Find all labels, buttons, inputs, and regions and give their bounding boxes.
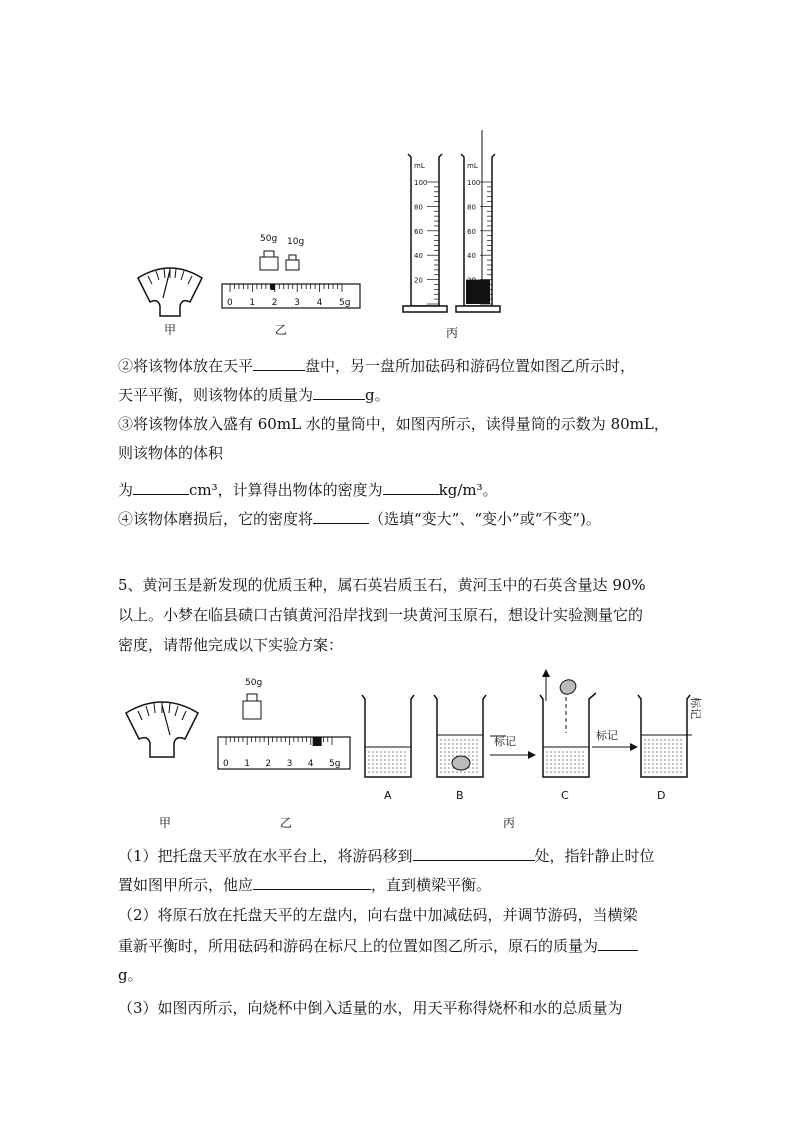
cylinder-unit-label: mL (414, 162, 425, 170)
cylinder-tick-label: 80 (467, 203, 476, 212)
ruler-tick-label: 5g (339, 298, 351, 308)
answer-blank-volume[interactable] (133, 479, 189, 495)
cylinder-unit-label: mL (467, 162, 478, 170)
ruler-tick-label: 1 (249, 298, 256, 308)
ruler-tick-label: 4 (307, 759, 314, 769)
q4-line-1: ②将该物体放在天平 盘中，另一盘所加砝码和游码位置如图乙所示时， (118, 357, 636, 375)
mark-label-1: 标记 (494, 735, 516, 748)
weight-10g-icon (286, 255, 299, 270)
ruler-tick-label: 2 (271, 298, 278, 308)
figure-2-svg (118, 665, 718, 805)
answer-blank-rider-position[interactable] (413, 845, 535, 861)
answer-blank-pan[interactable] (253, 355, 305, 371)
cylinder-tick-label: 40 (467, 252, 476, 261)
figure-1-caption-yi: 乙 (275, 323, 288, 337)
beaker-label-a: A (384, 789, 392, 802)
arrow-b-to-c-head-icon (528, 751, 536, 759)
weight-50g-icon (243, 694, 261, 719)
weight-50g-icon (260, 251, 278, 270)
q5-part-1-line-2: 置如图甲所示，他应 ，直到横梁平衡。 (118, 876, 492, 894)
cylinder-tick-label: 20 (414, 276, 423, 285)
q4-line-6: ④该物体磨损后，它的密度将 （选填“变大”、“变小”或“不变”)。 (118, 510, 601, 528)
answer-blank-density-change[interactable] (313, 508, 369, 524)
ruler-tick-label: 3 (294, 298, 300, 308)
lift-arrow-head-icon (542, 669, 550, 677)
q5-part-1-line-1: （1）把托盘天平放在水平台上，将游码移到 处，指针静止时位 (118, 847, 655, 865)
ruler-tick-label: 0 (223, 759, 229, 769)
figure-1 (130, 120, 510, 345)
cylinder-base (456, 306, 500, 312)
ruler-tick-label: 3 (286, 759, 293, 769)
q5-line-2: 以上。小梦在临县碛口古镇黄河沿岸找到一块黄河玉原石，想设计实验测量它的 (118, 606, 644, 624)
arrow-c-to-d-head-icon (630, 743, 638, 751)
graduated-cylinder-with-object (456, 130, 500, 312)
ruler-tick-label: 4 (316, 298, 323, 308)
ruler-tick-label: 5g (329, 759, 341, 769)
q5-part-3-line-1: （3）如图丙所示，向烧杯中倒入适量的水，用天平称得烧杯和水的总质量为 (118, 999, 623, 1017)
cylinder-tick-label: 100 (467, 179, 481, 187)
beaker-label-d: D (657, 789, 666, 802)
cylinder-base (403, 306, 447, 312)
cylinder-tick-label: 40 (414, 252, 423, 261)
stone-in-beaker-b (452, 756, 470, 770)
weight-50g-label: 50g (245, 678, 263, 688)
beaker-a (362, 695, 414, 777)
q4-line-3: ③将该物体放入盛有 60mL 水的量筒中，如图丙所示，读得量筒的示数为 80mL， (118, 415, 669, 433)
figure-2 (118, 665, 718, 805)
cylinder-tick-label: 80 (414, 203, 423, 212)
ruler-tick-label: 1 (244, 759, 250, 769)
q4-line-5: 为 cm³，计算得出物体的密度为 kg/m³。 (118, 481, 498, 499)
q4-line-4: 则该物体的体积 (118, 444, 224, 462)
beaker-label-c: C (561, 789, 569, 802)
figure-1-caption-jia: 甲 (164, 323, 177, 337)
graduated-cylinder-empty (403, 154, 447, 312)
cylinder-tick-label: 100 (414, 179, 428, 187)
figure-1-svg (130, 120, 510, 345)
answer-blank-density[interactable] (383, 479, 439, 495)
answer-blank-stone-mass[interactable] (598, 935, 638, 951)
answer-blank-mass[interactable] (313, 384, 365, 400)
q5-part-2-line-1: （2）将原石放在托盘天平的左盘内，向右盘中加减砝码，并调节游码，当横梁 (118, 906, 638, 924)
q4-line-2: 天平平衡，则该物体的质量为 g。 (118, 386, 390, 404)
mark-label-3: 标记 (689, 697, 702, 719)
ruler-rider (271, 284, 275, 290)
ruler-scale (218, 737, 350, 769)
beaker-label-b: B (456, 789, 464, 802)
beaker-wall (540, 693, 596, 777)
beaker-d (638, 695, 692, 777)
figure-2-caption-jia: 甲 (159, 816, 172, 830)
balance-dial-icon (126, 702, 198, 757)
q5-part-2-line-2: 重新平衡时，所用砝码和游码在标尺上的位置如图乙所示，原石的质量为 (118, 935, 638, 956)
cylinder-tick-label: 60 (467, 227, 476, 236)
ruler-rider (313, 737, 322, 746)
ruler-tick-label: 0 (227, 298, 233, 308)
figure-1-caption-bing: 丙 (446, 326, 459, 340)
mark-label-2: 标记 (596, 729, 618, 742)
balance-dial-icon (138, 268, 202, 316)
cylinder-tick-label: 60 (414, 227, 423, 236)
answer-blank-adjust[interactable] (253, 874, 371, 890)
beaker-c (540, 693, 596, 777)
q5-line-1: 5、黄河玉是新发现的优质玉种，属石英岩质玉石，黄河玉中的石英含量达 90% (118, 576, 646, 594)
ruler-tick-label: 2 (265, 759, 272, 769)
cylinder-object-block (466, 280, 490, 304)
beaker-wall (638, 695, 690, 777)
figure-2-caption-bing: 丙 (503, 816, 516, 830)
figure-2-caption-yi: 乙 (280, 816, 293, 830)
beaker-wall (362, 695, 414, 777)
q5-line-3: 密度，请帮他完成以下实验方案： (118, 636, 344, 654)
weight-50g-label: 50g (260, 234, 278, 244)
weight-10g-label: 10g (287, 237, 305, 247)
ruler-scale (222, 284, 360, 308)
q5-part-2-line-3: g。 (118, 966, 143, 984)
